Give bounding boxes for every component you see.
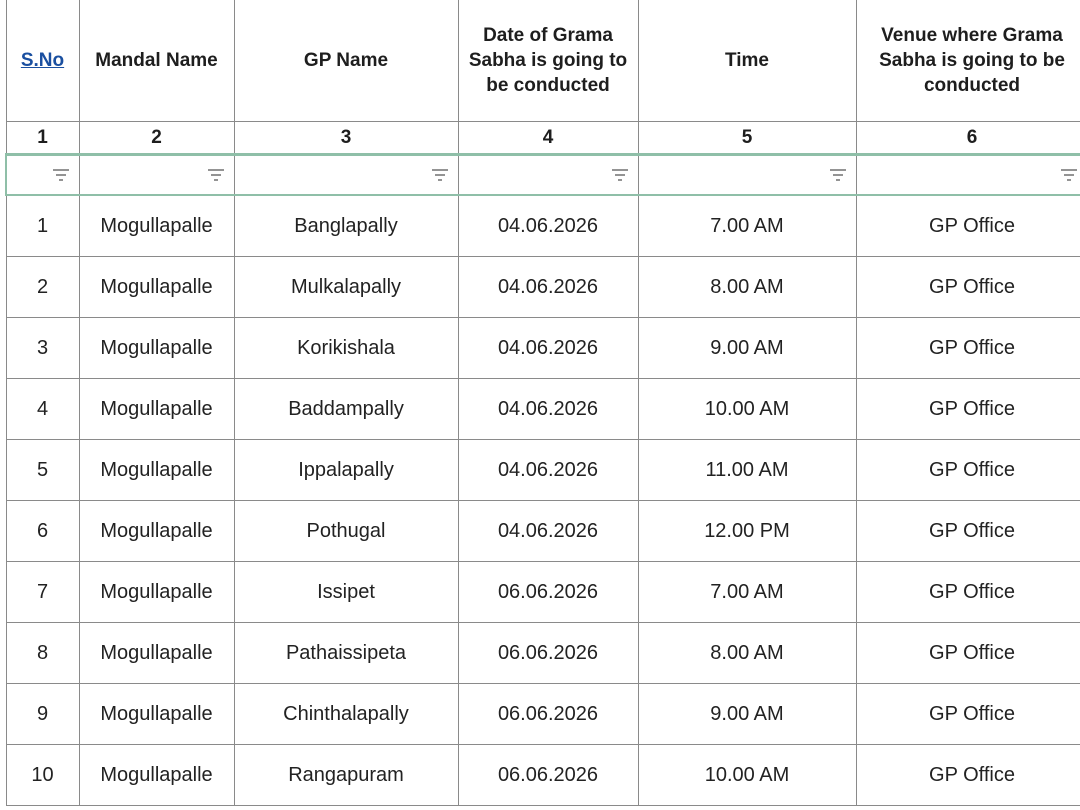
table-row [6, 684, 1080, 745]
filter-cell-venue[interactable] [856, 155, 1080, 196]
filter-cell-gp-name[interactable] [234, 155, 458, 196]
table-row [6, 562, 1080, 623]
cell-time[interactable]: 9.00 AM [638, 684, 856, 745]
header-date[interactable]: Date of Grama Sabha is going to be conducted [458, 0, 638, 122]
cell-sno[interactable]: 7 [6, 562, 79, 623]
cell-venue[interactable]: GP Office [856, 379, 1080, 440]
table-row [6, 195, 1080, 257]
header-time[interactable]: Time [638, 0, 856, 122]
cell-venue[interactable]: GP Office [856, 501, 1080, 562]
cell-venue[interactable]: GP Office [856, 257, 1080, 318]
cell-venue[interactable]: GP Office [856, 318, 1080, 379]
cell-venue[interactable]: GP Office [856, 684, 1080, 745]
cell-date[interactable]: 06.06.2026 [458, 745, 638, 806]
cell-venue[interactable]: GP Office [856, 623, 1080, 684]
filter-icon[interactable] [610, 167, 630, 183]
cell-time[interactable]: 9.00 AM [638, 318, 856, 379]
cell-gp-name[interactable]: Rangapuram [234, 745, 458, 806]
sno-sort-link[interactable]: S.No [20, 49, 65, 71]
filter-icon[interactable] [1059, 167, 1079, 183]
table-row [6, 379, 1080, 440]
cell-mandal-name[interactable]: Mogullapalle [79, 623, 234, 684]
cell-mandal-name[interactable]: Mogullapalle [79, 318, 234, 379]
cell-date[interactable]: 06.06.2026 [458, 684, 638, 745]
column-number-row [6, 122, 1080, 155]
filter-row [6, 155, 1080, 196]
cell-mandal-name[interactable]: Mogullapalle [79, 745, 234, 806]
table-row [6, 745, 1080, 806]
cell-venue[interactable]: GP Office [856, 745, 1080, 806]
table-body [6, 195, 1080, 806]
cell-time[interactable]: 10.00 AM [638, 745, 856, 806]
column-number[interactable]: 2 [79, 122, 234, 155]
cell-sno[interactable]: 9 [6, 684, 79, 745]
cell-gp-name[interactable]: Baddampally [234, 379, 458, 440]
header-sno[interactable] [6, 0, 79, 122]
column-number[interactable]: 4 [458, 122, 638, 155]
cell-date[interactable]: 06.06.2026 [458, 623, 638, 684]
filter-cell-sno[interactable] [6, 155, 79, 196]
cell-gp-name[interactable]: Pathaissipeta [234, 623, 458, 684]
cell-sno[interactable]: 3 [6, 318, 79, 379]
cell-date[interactable]: 04.06.2026 [458, 440, 638, 501]
filter-icon[interactable] [206, 167, 226, 183]
cell-mandal-name[interactable]: Mogullapalle [79, 257, 234, 318]
table-row [6, 257, 1080, 318]
cell-time[interactable]: 8.00 AM [638, 257, 856, 318]
cell-sno[interactable]: 5 [6, 440, 79, 501]
cell-sno[interactable]: 10 [6, 745, 79, 806]
cell-date[interactable]: 04.06.2026 [458, 195, 638, 257]
cell-gp-name[interactable]: Mulkalapally [234, 257, 458, 318]
table-row [6, 501, 1080, 562]
filter-cell-mandal-name[interactable] [79, 155, 234, 196]
header-row [6, 0, 1080, 122]
table-row [6, 440, 1080, 501]
header-venue[interactable]: Venue where Grama Sabha is going to be conducted [856, 0, 1080, 122]
header-mandal-name[interactable]: Mandal Name [79, 0, 234, 122]
cell-venue[interactable]: GP Office [856, 195, 1080, 257]
cell-gp-name[interactable]: Pothugal [234, 501, 458, 562]
cell-mandal-name[interactable]: Mogullapalle [79, 440, 234, 501]
cell-date[interactable]: 04.06.2026 [458, 501, 638, 562]
column-number[interactable]: 3 [234, 122, 458, 155]
grama-sabha-table [5, 0, 1080, 806]
cell-mandal-name[interactable]: Mogullapalle [79, 195, 234, 257]
cell-mandal-name[interactable]: Mogullapalle [79, 562, 234, 623]
filter-cell-date[interactable] [458, 155, 638, 196]
cell-sno[interactable]: 6 [6, 501, 79, 562]
cell-time[interactable]: 12.00 PM [638, 501, 856, 562]
cell-time[interactable]: 7.00 AM [638, 195, 856, 257]
filter-cell-time[interactable] [638, 155, 856, 196]
cell-gp-name[interactable]: Banglapally [234, 195, 458, 257]
cell-venue[interactable]: GP Office [856, 562, 1080, 623]
cell-sno[interactable]: 8 [6, 623, 79, 684]
cell-date[interactable]: 06.06.2026 [458, 562, 638, 623]
filter-icon[interactable] [51, 167, 71, 183]
cell-time[interactable]: 7.00 AM [638, 562, 856, 623]
cell-date[interactable]: 04.06.2026 [458, 379, 638, 440]
cell-mandal-name[interactable]: Mogullapalle [79, 379, 234, 440]
cell-sno[interactable]: 1 [6, 195, 79, 257]
cell-mandal-name[interactable]: Mogullapalle [79, 501, 234, 562]
cell-time[interactable]: 11.00 AM [638, 440, 856, 501]
column-number[interactable]: 1 [6, 122, 79, 155]
cell-venue[interactable]: GP Office [856, 440, 1080, 501]
cell-gp-name[interactable]: Issipet [234, 562, 458, 623]
cell-sno[interactable]: 2 [6, 257, 79, 318]
table-row [6, 623, 1080, 684]
filter-icon[interactable] [828, 167, 848, 183]
cell-date[interactable]: 04.06.2026 [458, 318, 638, 379]
cell-gp-name[interactable]: Chinthalapally [234, 684, 458, 745]
cell-date[interactable]: 04.06.2026 [458, 257, 638, 318]
cell-gp-name[interactable]: Ippalapally [234, 440, 458, 501]
column-number[interactable]: 5 [638, 122, 856, 155]
table-row [6, 318, 1080, 379]
column-number[interactable]: 6 [856, 122, 1080, 155]
cell-mandal-name[interactable]: Mogullapalle [79, 684, 234, 745]
cell-gp-name[interactable]: Korikishala [234, 318, 458, 379]
cell-time[interactable]: 10.00 AM [638, 379, 856, 440]
cell-time[interactable]: 8.00 AM [638, 623, 856, 684]
header-gp-name[interactable]: GP Name [234, 0, 458, 122]
filter-icon[interactable] [430, 167, 450, 183]
cell-sno[interactable]: 4 [6, 379, 79, 440]
